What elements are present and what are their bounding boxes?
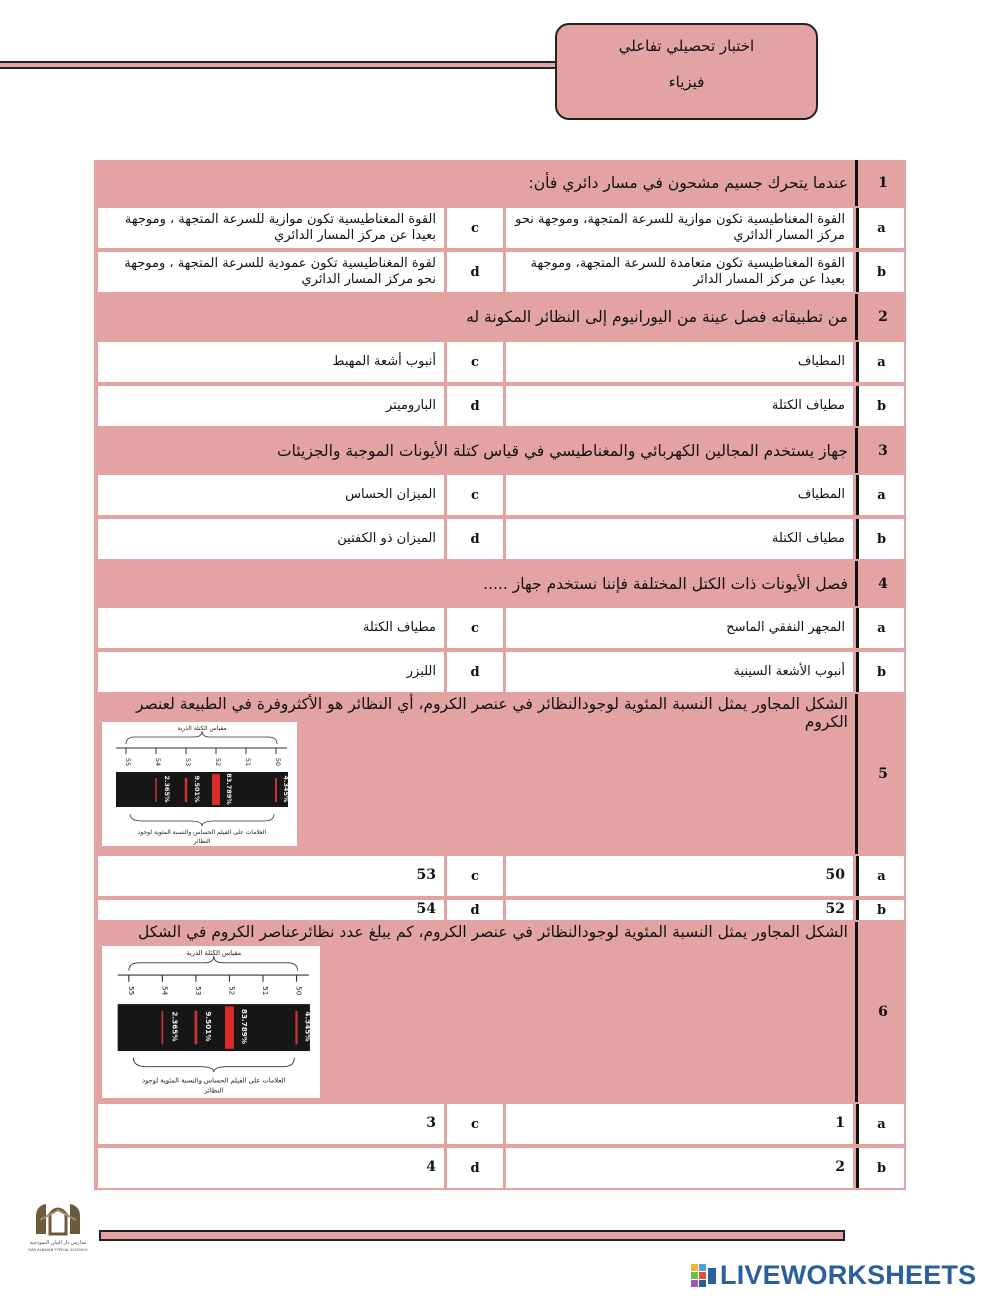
option-label: d [447, 386, 503, 426]
option-label: c [447, 208, 503, 248]
tick-label: 52 [227, 986, 237, 996]
figure-bottom-label: العلامات على الفيلم الحساس والنسبة المئوية لوجود [137, 829, 267, 836]
option-d[interactable]: الليزر [98, 652, 444, 692]
question-number: 3 [878, 442, 888, 459]
option-label: a [856, 475, 904, 515]
figure-top-label: مقياس الكتلة الذرية [186, 948, 242, 957]
subject-title: فيزياء [668, 73, 705, 91]
quiz-table [94, 160, 906, 1190]
question-row-4 [94, 561, 906, 606]
option-c[interactable]: 3 [98, 1104, 444, 1144]
option-d[interactable]: الباروميتر [98, 386, 444, 426]
option-label: b [856, 900, 904, 920]
option-label: b [856, 519, 904, 559]
option-d[interactable]: لقوة المغناطيسية تكون عمودية للسرعة المتجهة ، وموجهة نحو مركز المسار الدائري [98, 252, 444, 292]
option-label: c [447, 1104, 503, 1144]
option-label: a [856, 342, 904, 382]
option-label: c [447, 608, 503, 648]
tick-label: 54 [154, 757, 162, 767]
question-number: 6 [878, 1004, 888, 1020]
tick-label: 55 [124, 757, 132, 767]
tick-label: 53 [184, 757, 192, 767]
question-text: من تطبيقاته فصل عينة من اليورانيوم إلى النظائر المكونة له [466, 308, 848, 326]
school-caption-en: DAR ALBAYAN TYPICAL SCHOOLS [28, 1248, 88, 1252]
tick-label: 51 [244, 757, 252, 767]
percentage-label: 4.345% [282, 775, 290, 803]
option-label: c [447, 475, 503, 515]
option-b[interactable]: أنبوب الأشعة السينية [506, 652, 853, 692]
option-c[interactable]: الميزان الحساس [98, 475, 444, 515]
option-label: a [856, 208, 904, 248]
question-row-2 [94, 294, 906, 340]
tick-label: 51 [260, 986, 270, 996]
header-line [0, 61, 557, 69]
option-label: d [447, 652, 503, 692]
option-b[interactable]: مطياف الكتلة [506, 386, 853, 426]
isotope-figure [102, 946, 320, 1098]
percentage-label: 83.789% [239, 1008, 249, 1045]
header-box [555, 23, 818, 120]
answer-row [94, 340, 906, 384]
question-text: الشكل المجاور يمثل النسبة المئوية لوجودالنظائر في عنصر الكروم، أي النظائر هو الأكثروفرة في الطبيعة لعنصر الكروم [135, 695, 848, 731]
option-label: c [447, 342, 503, 382]
question-text: فصل الأيونات ذات الكتل المختلفة فإننا نستخدم جهاز ..... [483, 574, 848, 593]
percentage-label: 4.345% [303, 1011, 313, 1042]
answer-row [94, 1102, 906, 1146]
percentage-label: 2.365% [170, 1011, 180, 1042]
tick-label: 54 [160, 986, 170, 996]
option-b[interactable]: مطياف الكتلة [506, 519, 853, 559]
question-text: جهاز يستخدم المجالين الكهربائي والمغناطيسي في قياس كتلة الأيونات الموجبة والجزيئات [277, 441, 848, 460]
quiz-title: اختبار تحصيلي تفاعلي [618, 37, 755, 55]
option-label: d [447, 519, 503, 559]
option-label: a [856, 608, 904, 648]
option-d[interactable]: 4 [98, 1148, 444, 1188]
question-text: عندما يتحرك جسيم مشحون في مسار دائري فأن: [528, 174, 848, 192]
option-label: a [856, 856, 904, 896]
option-a[interactable]: المطياف [506, 475, 853, 515]
question-text: الشكل المجاور يمثل النسبة المئوية لوجودالنظائر في عنصر الكروم، كم يبلغ عدد نظائرعناصر الكروم في الشكل [137, 923, 848, 941]
option-label: b [856, 386, 904, 426]
answer-row [94, 384, 906, 428]
percentage-label: 9.501% [203, 1011, 213, 1042]
option-label: d [447, 1148, 503, 1188]
option-b[interactable]: 52 [506, 900, 853, 920]
question-row-6 [94, 922, 906, 1102]
question-row-5 [94, 694, 906, 854]
option-c[interactable]: 53 [98, 856, 444, 896]
isotope-figure [102, 722, 297, 846]
figure-top-label: مقياس الكتلة الذرية [177, 725, 227, 732]
option-label: b [856, 252, 904, 292]
figure-bottom-label: العلامات على الفيلم الحساس والنسبة المئوية لوجود [142, 1076, 286, 1085]
answer-row [94, 1146, 906, 1190]
tick-marks [127, 975, 304, 996]
tick-label: 50 [294, 986, 304, 996]
answer-row [94, 206, 906, 250]
option-label: b [856, 1148, 904, 1188]
tick-label: 50 [274, 757, 282, 767]
answer-row [94, 473, 906, 517]
answer-row [94, 650, 906, 694]
answer-row [94, 854, 906, 898]
option-label: c [447, 856, 503, 896]
question-number: 1 [878, 175, 888, 191]
option-b[interactable]: 2 [506, 1148, 853, 1188]
option-c[interactable]: أنبوب أشعة المهبط [98, 342, 444, 382]
question-number: 4 [878, 575, 888, 592]
percentage-label: 2.365% [163, 775, 171, 803]
option-d[interactable]: الميزان ذو الكفتين [98, 519, 444, 559]
answer-row [94, 517, 906, 561]
answer-row [94, 606, 906, 650]
option-a[interactable]: 50 [506, 856, 853, 896]
tick-label: 53 [193, 986, 203, 996]
percentage-label: 83.789% [225, 773, 233, 805]
option-c[interactable]: القوة المغناطيسية تكون موازية للسرعة المتجهة ، وموجهة بعيدا عن مركز المسار الدائري [98, 208, 444, 248]
option-label: b [856, 652, 904, 692]
option-d[interactable]: 54 [98, 900, 444, 920]
option-a[interactable]: القوة المغناطيسية تكون موازية للسرعة المتجهة، وموجهة نحو مركز المسار الدائري [506, 208, 853, 248]
option-label: d [447, 252, 503, 292]
question-number: 2 [878, 309, 888, 325]
answer-row [94, 250, 906, 294]
figure-bottom-label: النظائر [193, 838, 211, 845]
tick-label: 52 [214, 757, 222, 767]
option-label: a [856, 1104, 904, 1144]
question-number: 5 [878, 766, 888, 782]
footer-bar [99, 1230, 845, 1241]
tick-label: 55 [126, 986, 136, 996]
liveworksheets-logo-icon [691, 1264, 717, 1288]
school-caption: مدارس دار البيان النموذجية [29, 1240, 87, 1246]
tick-marks [124, 748, 282, 766]
school-logo [26, 1200, 90, 1260]
question-row-1 [94, 160, 906, 206]
option-a[interactable]: المجهر النفقي الماسح [506, 608, 853, 648]
option-c[interactable]: مطياف الكتلة [98, 608, 444, 648]
option-b[interactable]: القوة المغناطيسية تكون متعامدة للسرعة المتجهة، وموجهة بعيدا عن مركز المسار الدائر [506, 252, 853, 292]
question-row-3 [94, 428, 906, 473]
figure-bottom-label: النظائر [204, 1086, 224, 1095]
option-a[interactable]: المطياف [506, 342, 853, 382]
option-a[interactable]: 1 [506, 1104, 853, 1144]
option-label: d [447, 900, 503, 920]
percentage-label: 9.501% [193, 775, 201, 803]
liveworksheets-watermark: LIVEWORKSHEETS [720, 1260, 977, 1290]
answer-row [94, 898, 906, 922]
